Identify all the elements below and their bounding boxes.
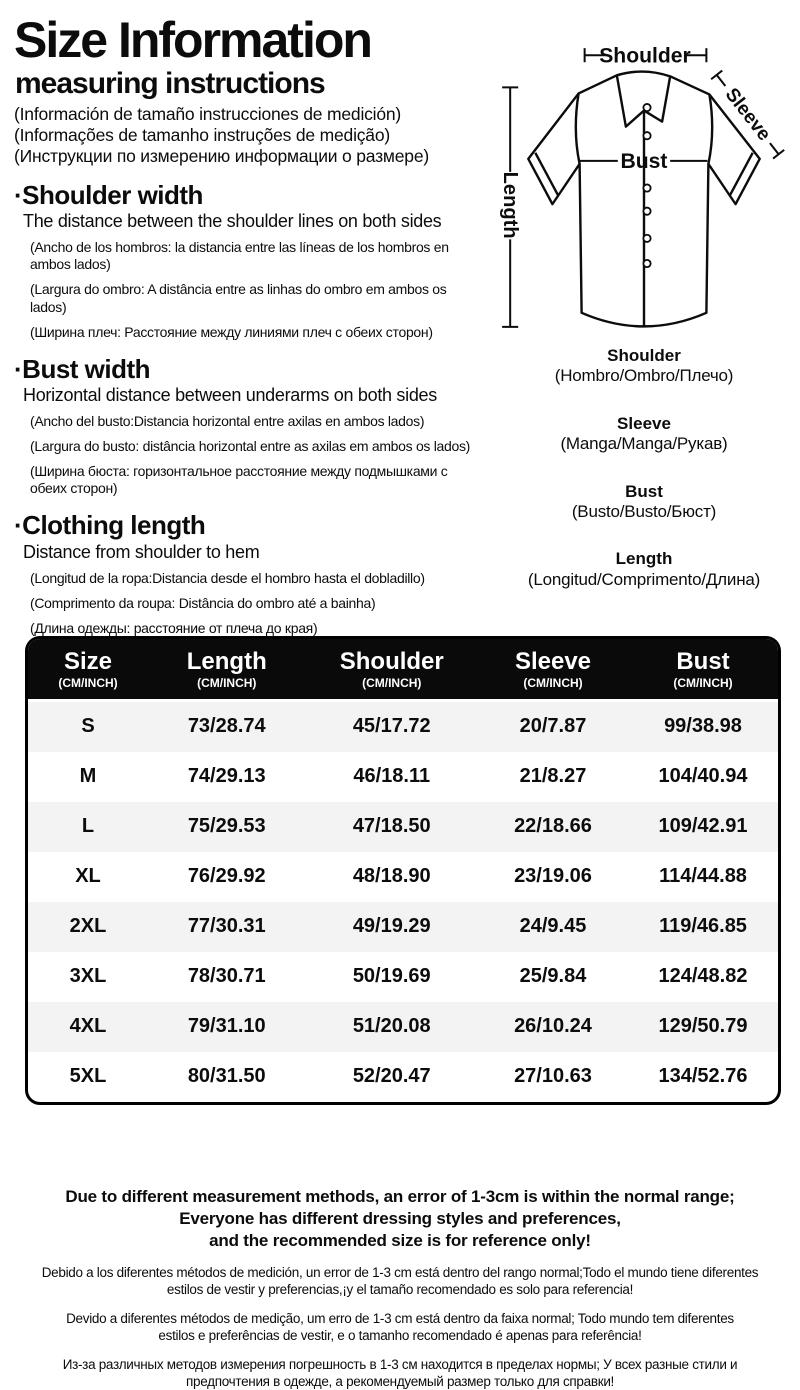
section-translation-pt: (Largura do ombro: A distância entre as linhas do ombro em ambos os lados) [30, 281, 447, 315]
length-measure-label: Length [499, 171, 522, 239]
legend-translation: (Busto/Busto/Бюст) [571, 501, 717, 521]
column-label: Sleeve [514, 648, 592, 675]
cell-size: 3XL [69, 965, 107, 988]
column-unit: (CM/INCH) [58, 675, 118, 690]
cell-size: 2XL [69, 915, 107, 938]
cell-shoulder: 45/17.72 [352, 715, 431, 738]
bullet-icon: · [14, 353, 23, 384]
cell-length: 75/29.53 [187, 815, 266, 838]
column-header-length [148, 648, 306, 690]
cell-sleeve: 22/18.66 [514, 815, 592, 838]
section-translation-es: (Ancho del busto:Distancia horizontal entre axilas en ambos lados) [30, 412, 425, 429]
cell-shoulder: 49/19.29 [352, 915, 431, 938]
page-title: Size Information [14, 12, 371, 68]
cell-length: 73/28.74 [187, 715, 266, 738]
cell-shoulder: 52/20.47 [352, 1065, 431, 1088]
section-bust-width [14, 353, 488, 498]
cell-sleeve: 20/7.87 [519, 715, 587, 738]
cell-sleeve: 26/10.24 [514, 1015, 592, 1038]
instructions-column [14, 14, 488, 645]
footer-note-en [0, 1186, 800, 1252]
cell-shoulder: 46/18.11 [353, 765, 431, 788]
section-translation-ru: (Ширина бюста: горизонтальное расстояние между подмышками с обеих сторон) [30, 463, 448, 497]
section-translation-ru: (Ширина плеч: Расстояние между линиями плеч с обеих сторон) [30, 323, 433, 340]
table-row-5xl [28, 1052, 778, 1102]
measurement-legend [488, 346, 800, 617]
cell-size: L [81, 815, 95, 838]
column-label: Size [63, 648, 113, 675]
section-description: The distance between the shoulder lines on both sides [23, 211, 442, 232]
section-shoulder-width [14, 182, 488, 341]
right-armhole-seam [708, 94, 712, 163]
column-header-shoulder [306, 648, 479, 690]
column-label: Bust [676, 648, 730, 675]
footer-en-line2: Everyone has different dressing styles and preferences, [179, 1209, 621, 1229]
left-armhole-seam [576, 93, 580, 163]
section-translation-es: (Longitud de la ropa:Distancia desde el hombro hasta el dobladillo) [30, 569, 425, 586]
cell-bust: 114/44.88 [659, 865, 747, 888]
legend-translation: (Longitud/Comprimento/Длина) [527, 569, 761, 589]
table-row-4xl [28, 1002, 778, 1052]
column-unit: (CM/INCH) [197, 675, 257, 690]
cell-sleeve: 25/9.84 [519, 965, 587, 988]
cell-sleeve: 24/9.45 [519, 915, 587, 938]
cell-length: 76/29.92 [187, 865, 266, 888]
table-row-m [28, 752, 778, 802]
bust-measure-label: Bust [620, 149, 668, 173]
column-unit: (CM/INCH) [362, 675, 422, 690]
cell-size: XL [75, 865, 101, 888]
table-row-s [28, 702, 778, 752]
footer-en-line1: Due to different measurement methods, an error of 1-3cm is within the normal range; [65, 1187, 735, 1206]
cell-bust: 134/52.76 [658, 1065, 748, 1088]
column-header-bust [628, 648, 778, 690]
cell-size: 5XL [69, 1065, 107, 1088]
section-heading [14, 182, 488, 209]
table-row-l [28, 802, 778, 852]
shirt-diagram [488, 22, 800, 344]
section-description: Horizontal distance between underarms on both sides [23, 384, 437, 405]
table-row-xl [28, 852, 778, 902]
cell-shoulder: 47/18.50 [352, 815, 431, 838]
column-label: Shoulder [339, 648, 444, 675]
cell-bust: 99/38.98 [664, 715, 742, 738]
cell-shoulder: 50/19.69 [352, 965, 431, 988]
right-cuff-line [730, 153, 753, 196]
cell-length: 79/31.10 [187, 1015, 266, 1038]
title-translation-es: (Información de tamaño instrucciones de medición) [14, 104, 402, 124]
cell-size: S [81, 715, 95, 738]
section-clothing-length [14, 512, 488, 637]
column-unit: (CM/INCH) [523, 675, 583, 690]
section-heading [14, 353, 488, 384]
section-heading-text: Bust width [22, 353, 151, 384]
column-label: Length [186, 648, 267, 675]
left-cuff-line [535, 153, 558, 196]
cell-size: M [79, 765, 97, 788]
cell-bust: 109/42.91 [658, 815, 748, 838]
section-heading [14, 512, 488, 539]
column-header-sleeve [478, 648, 628, 690]
cell-bust: 129/50.79 [658, 1015, 748, 1038]
cell-sleeve: 27/10.63 [514, 1065, 592, 1088]
section-description: Distance from shoulder to hem [23, 541, 260, 562]
section-translation-es: (Ancho de los hombros: la distancia entre las líneas de los hombros en ambos lados) [30, 239, 449, 273]
cell-length: 78/30.71 [187, 965, 266, 988]
cell-length: 80/31.50 [187, 1065, 266, 1088]
title-translation-pt: (Informações de tamanho instruções de medição) [14, 125, 390, 145]
cell-sleeve: 21/8.27 [519, 765, 587, 788]
cell-length: 74/29.13 [187, 765, 266, 788]
right-collar [644, 76, 670, 121]
sleeve-measure [708, 68, 786, 160]
legend-length [488, 549, 800, 590]
footer-note-ru: Из-за различных методов измерения погрешность в 1-3 см находится в пределах нормы; У всех разные стили и предпочтения в одежде, а рекомендуемый размер только для справки! [62, 1357, 738, 1389]
size-table-header [28, 639, 778, 699]
legend-sleeve [488, 414, 800, 455]
left-collar [617, 75, 644, 126]
legend-term: Bust [625, 481, 663, 501]
page-subtitle: measuring instructions [15, 67, 325, 100]
cell-size: 4XL [69, 1015, 107, 1038]
legend-term: Shoulder [607, 346, 681, 365]
legend-translation: (Manga/Manga/Рукав) [560, 434, 728, 454]
column-unit: (CM/INCH) [673, 675, 733, 690]
section-translation-pt: (Comprimento da roupa: Distância do ombro até a bainha) [30, 594, 376, 611]
footer-disclaimer [0, 1186, 800, 1390]
size-table-body [28, 699, 778, 1102]
sleeve-measure-label: Sleeve [720, 84, 775, 145]
cell-length: 77/30.31 [187, 915, 266, 938]
size-table [25, 636, 781, 1105]
legend-translation: (Hombro/Ombro/Плечо) [554, 366, 734, 386]
cell-bust: 124/48.82 [658, 965, 748, 988]
cell-bust: 104/40.94 [658, 765, 748, 788]
section-heading-text: Shoulder width [22, 180, 203, 210]
cell-bust: 119/46.85 [659, 915, 747, 938]
section-translation-pt: (Largura do busto: distância horizontal entre as axilas em ambos os lados) [30, 438, 471, 455]
legend-shoulder [488, 346, 800, 387]
cell-sleeve: 23/19.06 [514, 865, 592, 888]
cell-shoulder: 51/20.08 [352, 1015, 431, 1038]
footer-note-pt: Devido a diferentes métodos de medição, um erro de 1-3 cm está dentro da faixa normal; Todo mundo tem diferentes estilos e preferências de vestir, e o tamanho recomendado é apenas para referência! [66, 1311, 734, 1343]
legend-term: Length [615, 549, 673, 569]
legend-bust [488, 482, 800, 523]
bullet-icon: · [14, 180, 23, 210]
footer-note-es: Debido a los diferentes métodos de medición, un error de 1-3 cm está dentro del rango normal;Todo el mundo tiene diferentes estilos de vestir y preferencias,¡y el tamaño recomendado es solo para referencia! [41, 1265, 759, 1297]
footer-en-line3: and the recommended size is for reference only! [209, 1231, 591, 1251]
shoulder-measure-label: Shoulder [599, 44, 691, 68]
bullet-icon: · [14, 510, 23, 541]
title-translation-ru: (Инструкции по измерению информации о размере) [14, 146, 429, 166]
column-header-size [28, 648, 148, 690]
legend-term: Sleeve [617, 413, 671, 433]
section-heading-text: Clothing length [22, 510, 206, 541]
section-translation-ru: (Длина одежды: расстояние от плеча до края) [30, 619, 318, 636]
cell-shoulder: 48/18.90 [352, 865, 431, 888]
table-row-3xl [28, 952, 778, 1002]
table-row-2xl [28, 902, 778, 952]
